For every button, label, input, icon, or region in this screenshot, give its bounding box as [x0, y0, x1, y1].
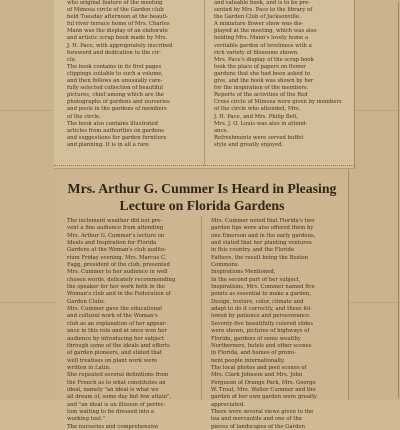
text-line: one Emerson and in the early gardens,	[211, 232, 316, 239]
text-line: style and greatly enjoyed.	[214, 141, 284, 148]
text-line: working tool."	[67, 416, 105, 423]
text-line: Inspirations Mentioned.	[211, 269, 276, 276]
text-line: Fathers, the result being the Boston	[211, 254, 309, 261]
text-line: She repeated several definitions from	[67, 372, 169, 379]
text-line: Woman's club and in the Federation of	[67, 291, 171, 298]
text-line: nent people internationally.	[211, 357, 285, 364]
text-line: and stated that her planting ventures	[211, 240, 312, 247]
text-line: The inclement weather did not pre-	[67, 218, 163, 224]
text-line: tea and mercantile and one of the	[211, 416, 302, 423]
text-line: sented by Mrs. Pace to the library of	[214, 7, 313, 14]
text-line: The local photos and pool scenes of	[211, 364, 307, 371]
main-newspaper-clipping	[56, 170, 349, 430]
text-line: Cross circle of Mimosa were given by members	[214, 99, 342, 106]
article-headline: Mrs. Arthur G. Cummer Is Heard in Pleasing Lecture on Florida Gardens	[67, 181, 337, 213]
text-line: ideal, namely "an ideal is what we	[67, 386, 159, 393]
column-divider	[201, 216, 202, 400]
text-line: well treatises on plant work were	[67, 357, 158, 364]
text-line: written in Latin.	[67, 364, 111, 371]
text-line: veritable garden of loveliness with a	[214, 42, 312, 49]
text-line: the speaker for her work both in the	[67, 284, 165, 291]
column-divider	[204, 0, 205, 166]
text-line: holding Mrs. Mann's lovely home a	[214, 35, 309, 42]
text-line: Garden Clubs.	[67, 298, 106, 305]
text-line: Ferguson of Orange Park, Mrs. George	[211, 379, 316, 386]
text-line: Mrs. Clark Johnson and Mrs. John	[211, 372, 303, 379]
top-newspaper-clipping	[54, 0, 355, 169]
text-line: tion waiting to be dressed into a	[67, 408, 154, 415]
text-line: J. H. Pace, and Mrs. Philip Belt,	[214, 113, 299, 120]
text-line: and cultural work of the Woman's	[67, 313, 158, 320]
text-line: Mrs. J. O. Louis was also in attend-	[214, 120, 308, 127]
text-line: who original feature of the meeting	[67, 0, 163, 6]
text-line: garden tips were also offered them by	[211, 225, 314, 232]
text-line: of garden pioneers, and stated that	[67, 350, 162, 357]
text-line: held Tuesday afternoon at the beauti-	[67, 14, 169, 21]
text-line: and "an ideal is an illusion of perfec-	[67, 401, 166, 408]
text-line: pictures, chief among which are the	[67, 92, 164, 99]
clipping-dotted-rule	[54, 165, 354, 166]
text-line: cle.	[67, 56, 77, 63]
top-clipping-left-column	[62, 0, 203, 166]
text-line: and valuable book, and is to be pre-	[214, 0, 311, 6]
text-line: of Mimosa circle of the Garden club	[67, 7, 164, 14]
text-line: The book contains in its first pages	[67, 63, 162, 70]
text-line: J. H. Pace, with appropriately inscribed	[67, 42, 173, 49]
text-line: Inspirations, Mrs. Cummer named five	[211, 284, 315, 291]
text-line: and pools in the gardens of members	[67, 106, 167, 113]
text-line: In the second part of her subject,	[211, 276, 301, 283]
text-line: The nurseries and comprehensive	[67, 423, 159, 430]
text-line: Fagg, president of the club, presented	[67, 262, 170, 269]
text-line: through some of the ideals and efforts	[67, 342, 170, 349]
text-line: of the circle who attended, Mrs.	[214, 106, 301, 113]
text-line: in Florida, and homes of promi-	[211, 350, 296, 357]
text-line: Seventy-five beautifully colored slides	[211, 320, 314, 327]
text-line: ance.	[214, 127, 229, 134]
text-line: vent a fine audience from attending	[67, 225, 164, 232]
text-line: and planning. It is in all a rare	[67, 141, 149, 148]
text-line: and artistic scrap book made by Mrs.	[67, 35, 168, 42]
text-line: of the circle.	[67, 113, 101, 120]
text-line: articles from authorities on gardens	[67, 127, 165, 134]
text-line: audience by introducing her subject	[67, 335, 165, 342]
text-line: gardens that she had been asked to	[214, 70, 310, 77]
text-line: fully selected collection of beautiful	[67, 85, 163, 92]
text-line: foreword and dedication to the cir-	[67, 49, 161, 56]
text-line: lowed by patience and perseverance.	[211, 313, 311, 320]
text-line: points as essential to make a garden,	[211, 291, 312, 298]
text-line: Refreshments were served buffet	[214, 134, 304, 141]
text-line: adapt to do it correctly, and these fol-	[211, 306, 312, 313]
text-line: There were several views given to the	[211, 408, 314, 415]
text-line: Northerners, hotels and other scenes	[211, 342, 312, 349]
text-line: Reports of the activities of the Red	[214, 92, 308, 99]
text-line: Mrs. Pace's display of the scrap book	[214, 56, 314, 63]
text-line: chosen words, delicately recommending	[67, 276, 176, 283]
text-line: played at the meeting, which was also	[214, 28, 317, 35]
text-line: for the inspiration of the members.	[214, 85, 309, 92]
text-line: The book also contains illustrated	[67, 120, 158, 127]
text-line: and then follows an unusually care-	[67, 78, 163, 85]
text-line: clippings suitable to such a volume,	[67, 70, 164, 77]
text-line: appreciated.	[211, 401, 245, 408]
text-line: Design, texture, color, climate and	[211, 298, 304, 305]
text-line: pieces of landscapes of the Garden	[211, 423, 306, 430]
text-line: all dream of, some day but few attain",	[67, 394, 172, 401]
text-line: ful river terrace home of Mrs. Charles	[67, 21, 170, 28]
text-line: garden of her own garden were greatly	[211, 394, 317, 401]
text-line: took the place of papers on flower	[214, 63, 306, 70]
text-line: rich variety of blossoms shown.	[214, 49, 299, 56]
text-line: club as an explanation of her appear-	[67, 320, 168, 327]
article-right-column	[206, 218, 342, 430]
text-line: the Garden Club of Jacksonville.	[214, 14, 301, 21]
text-line: Mrs. Cummer noted that Florida's two	[211, 218, 315, 224]
text-line: Mrs. Arthur G. Cummer's lecture on	[67, 232, 165, 239]
top-clipping-right-column	[209, 0, 350, 166]
text-line: were shown, pictures of highways of	[211, 328, 310, 335]
text-line: Mrs. Cummer gave the educational	[67, 306, 162, 313]
text-line: photographs of gardens and nurseries	[67, 99, 170, 106]
text-line: in this country, and the Florida	[211, 247, 295, 254]
text-line: give, and the book was shown by her	[214, 78, 314, 85]
text-line: Florida, gardens of some wealthy	[211, 335, 301, 342]
text-line: W. Trout, Mrs. Walter Cummer and the	[211, 386, 316, 393]
text-line: Ideals and Inspiration for Florida	[67, 240, 157, 247]
text-line: A miniature flower show was dis-	[214, 21, 304, 28]
text-line: rium Friday evening. Mrs. Marcus C.	[67, 254, 167, 261]
text-line: and suggestions for garden furniture	[67, 134, 167, 141]
text-line: Mrs. Cummer to her audience in well	[67, 269, 168, 276]
text-line: Gardens at the Woman's club audito-	[67, 247, 167, 254]
text-line: ance in this role and at once won her	[67, 328, 167, 335]
text-line: Mann was the display of an elaborate	[67, 28, 168, 35]
text-line: Commons.	[211, 262, 240, 269]
text-line: the French as to what constitutes an	[67, 379, 166, 386]
article-left-column	[62, 218, 198, 430]
